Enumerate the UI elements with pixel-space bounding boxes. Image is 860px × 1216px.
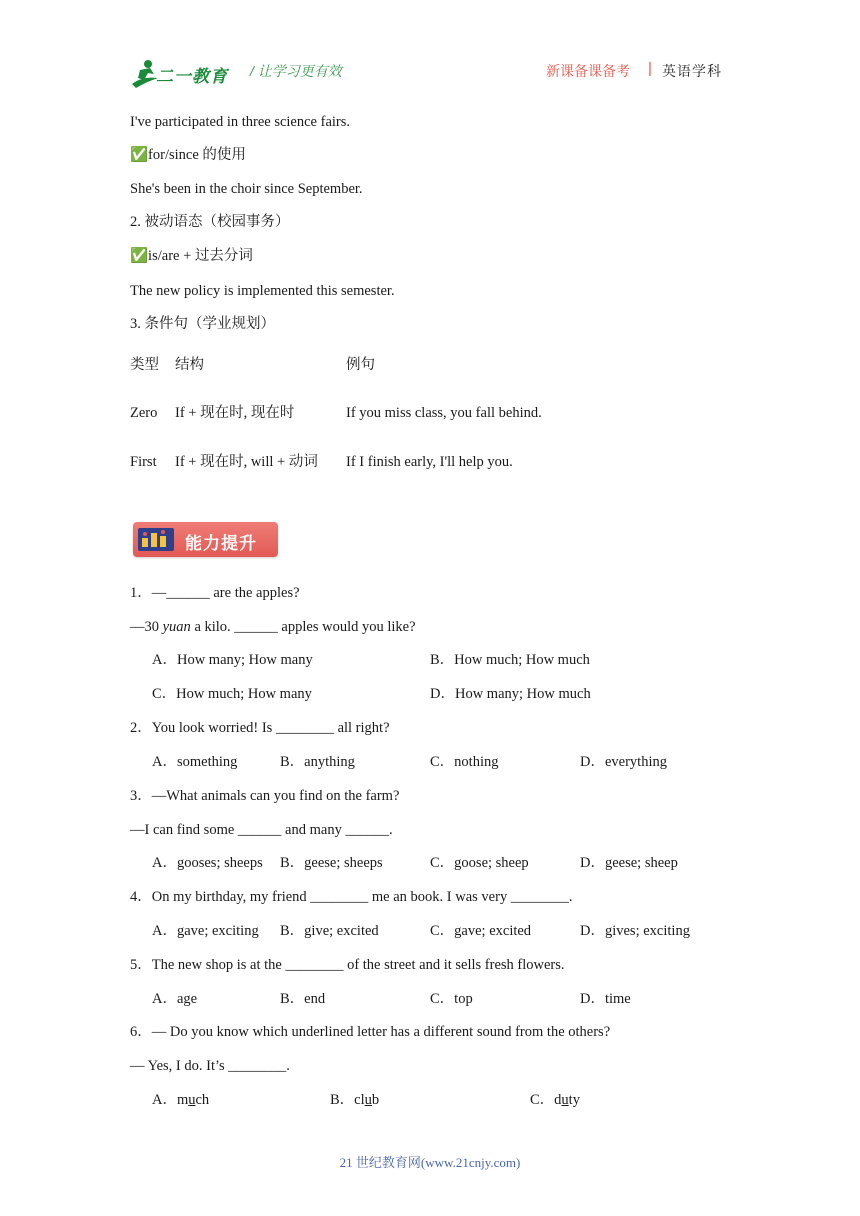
option-b[interactable]: B．give; excited	[280, 923, 379, 939]
question-stem: 1．—______ are the apples?	[130, 585, 300, 601]
table-header-cell: 例句	[346, 357, 375, 373]
option-c[interactable]: C．How much; How many	[152, 686, 312, 702]
question-stem: 2．You look worried! Is ________ all right?	[130, 720, 390, 736]
table-header-cell: 结构	[175, 357, 204, 373]
table-cell: Zero	[130, 405, 158, 421]
chart-icon	[138, 528, 174, 551]
option-a[interactable]: A．much	[152, 1092, 210, 1108]
option-c[interactable]: C．gave; excited	[430, 923, 532, 939]
option-d[interactable]: D．time	[580, 991, 631, 1007]
option-d[interactable]: D．gives; exciting	[580, 923, 690, 939]
banner-label: 能力提升	[185, 534, 257, 553]
grammar-line: She's been in the choir since September.	[130, 181, 363, 197]
option-d[interactable]: D．everything	[580, 754, 667, 770]
option-c[interactable]: C．nothing	[430, 754, 499, 770]
option-a[interactable]: A．gave; exciting	[152, 923, 259, 939]
question-stem: 6．— Do you know which underlined letter has a different sound from the others?	[130, 1024, 611, 1040]
option-b[interactable]: B．geese; sheeps	[280, 855, 383, 871]
option-c[interactable]: C．duty	[530, 1092, 580, 1108]
page-footer: 21 世纪教育网(www.21cnjy.com)	[339, 1155, 521, 1170]
question-stem: —I can find some ______ and many ______.	[130, 822, 393, 838]
table-cell: First	[130, 454, 157, 470]
option-d[interactable]: D．geese; sheep	[580, 855, 678, 871]
option-a[interactable]: A．age	[152, 991, 198, 1007]
grammar-line: The new policy is implemented this semester.	[130, 283, 395, 299]
grammar-heading: 3. 条件句（学业规划）	[130, 316, 275, 332]
header-separator: |	[648, 60, 652, 77]
grammar-line: ✅for/since 的使用	[130, 147, 246, 163]
option-a[interactable]: A．something	[152, 754, 238, 770]
question-stem: 3．—What animals can you find on the farm?	[130, 788, 400, 804]
table-header-cell: 类型	[130, 357, 159, 373]
question-stem: 5．The new shop is at the ________ of the street and it sells fresh flowers.	[130, 957, 565, 973]
brand-name: 二一教育	[156, 67, 228, 86]
header-course-label: 新课备课备考	[546, 63, 630, 79]
option-d[interactable]: D．How many; How much	[430, 686, 591, 702]
option-b[interactable]: B．anything	[280, 754, 355, 770]
question-stem: —30 yuan a kilo. ______ apples would you like?	[130, 619, 416, 635]
grammar-line: ✅is/are + 过去分词	[130, 248, 253, 264]
option-b[interactable]: B．end	[280, 991, 326, 1007]
grammar-line: I've participated in three science fairs.	[130, 114, 350, 130]
logo	[128, 56, 258, 92]
table-cell: If + 现在时, will + 动词	[175, 454, 318, 470]
table-cell: If I finish early, I'll help you.	[346, 454, 513, 470]
option-c[interactable]: C．top	[430, 991, 473, 1007]
table-cell: If + 现在时, 现在时	[175, 405, 295, 421]
option-b[interactable]: B．How much; How much	[430, 652, 590, 668]
option-a[interactable]: A．How many; How many	[152, 652, 313, 668]
section-banner	[133, 522, 278, 557]
option-a[interactable]: A．gooses; sheeps	[152, 855, 263, 871]
question-stem: — Yes, I do. It’s ________.	[130, 1058, 290, 1074]
table-cell: If you miss class, you fall behind.	[346, 405, 542, 421]
question-stem: 4．On my birthday, my friend ________ me an book. I was very ________.	[130, 889, 573, 905]
slogan: / 让学习更有效	[250, 63, 342, 79]
option-c[interactable]: C．goose; sheep	[430, 855, 529, 871]
grammar-heading: 2. 被动语态（校园事务）	[130, 214, 290, 230]
header-subject-label: 英语学科	[662, 63, 722, 79]
option-b[interactable]: B．club	[330, 1092, 380, 1108]
